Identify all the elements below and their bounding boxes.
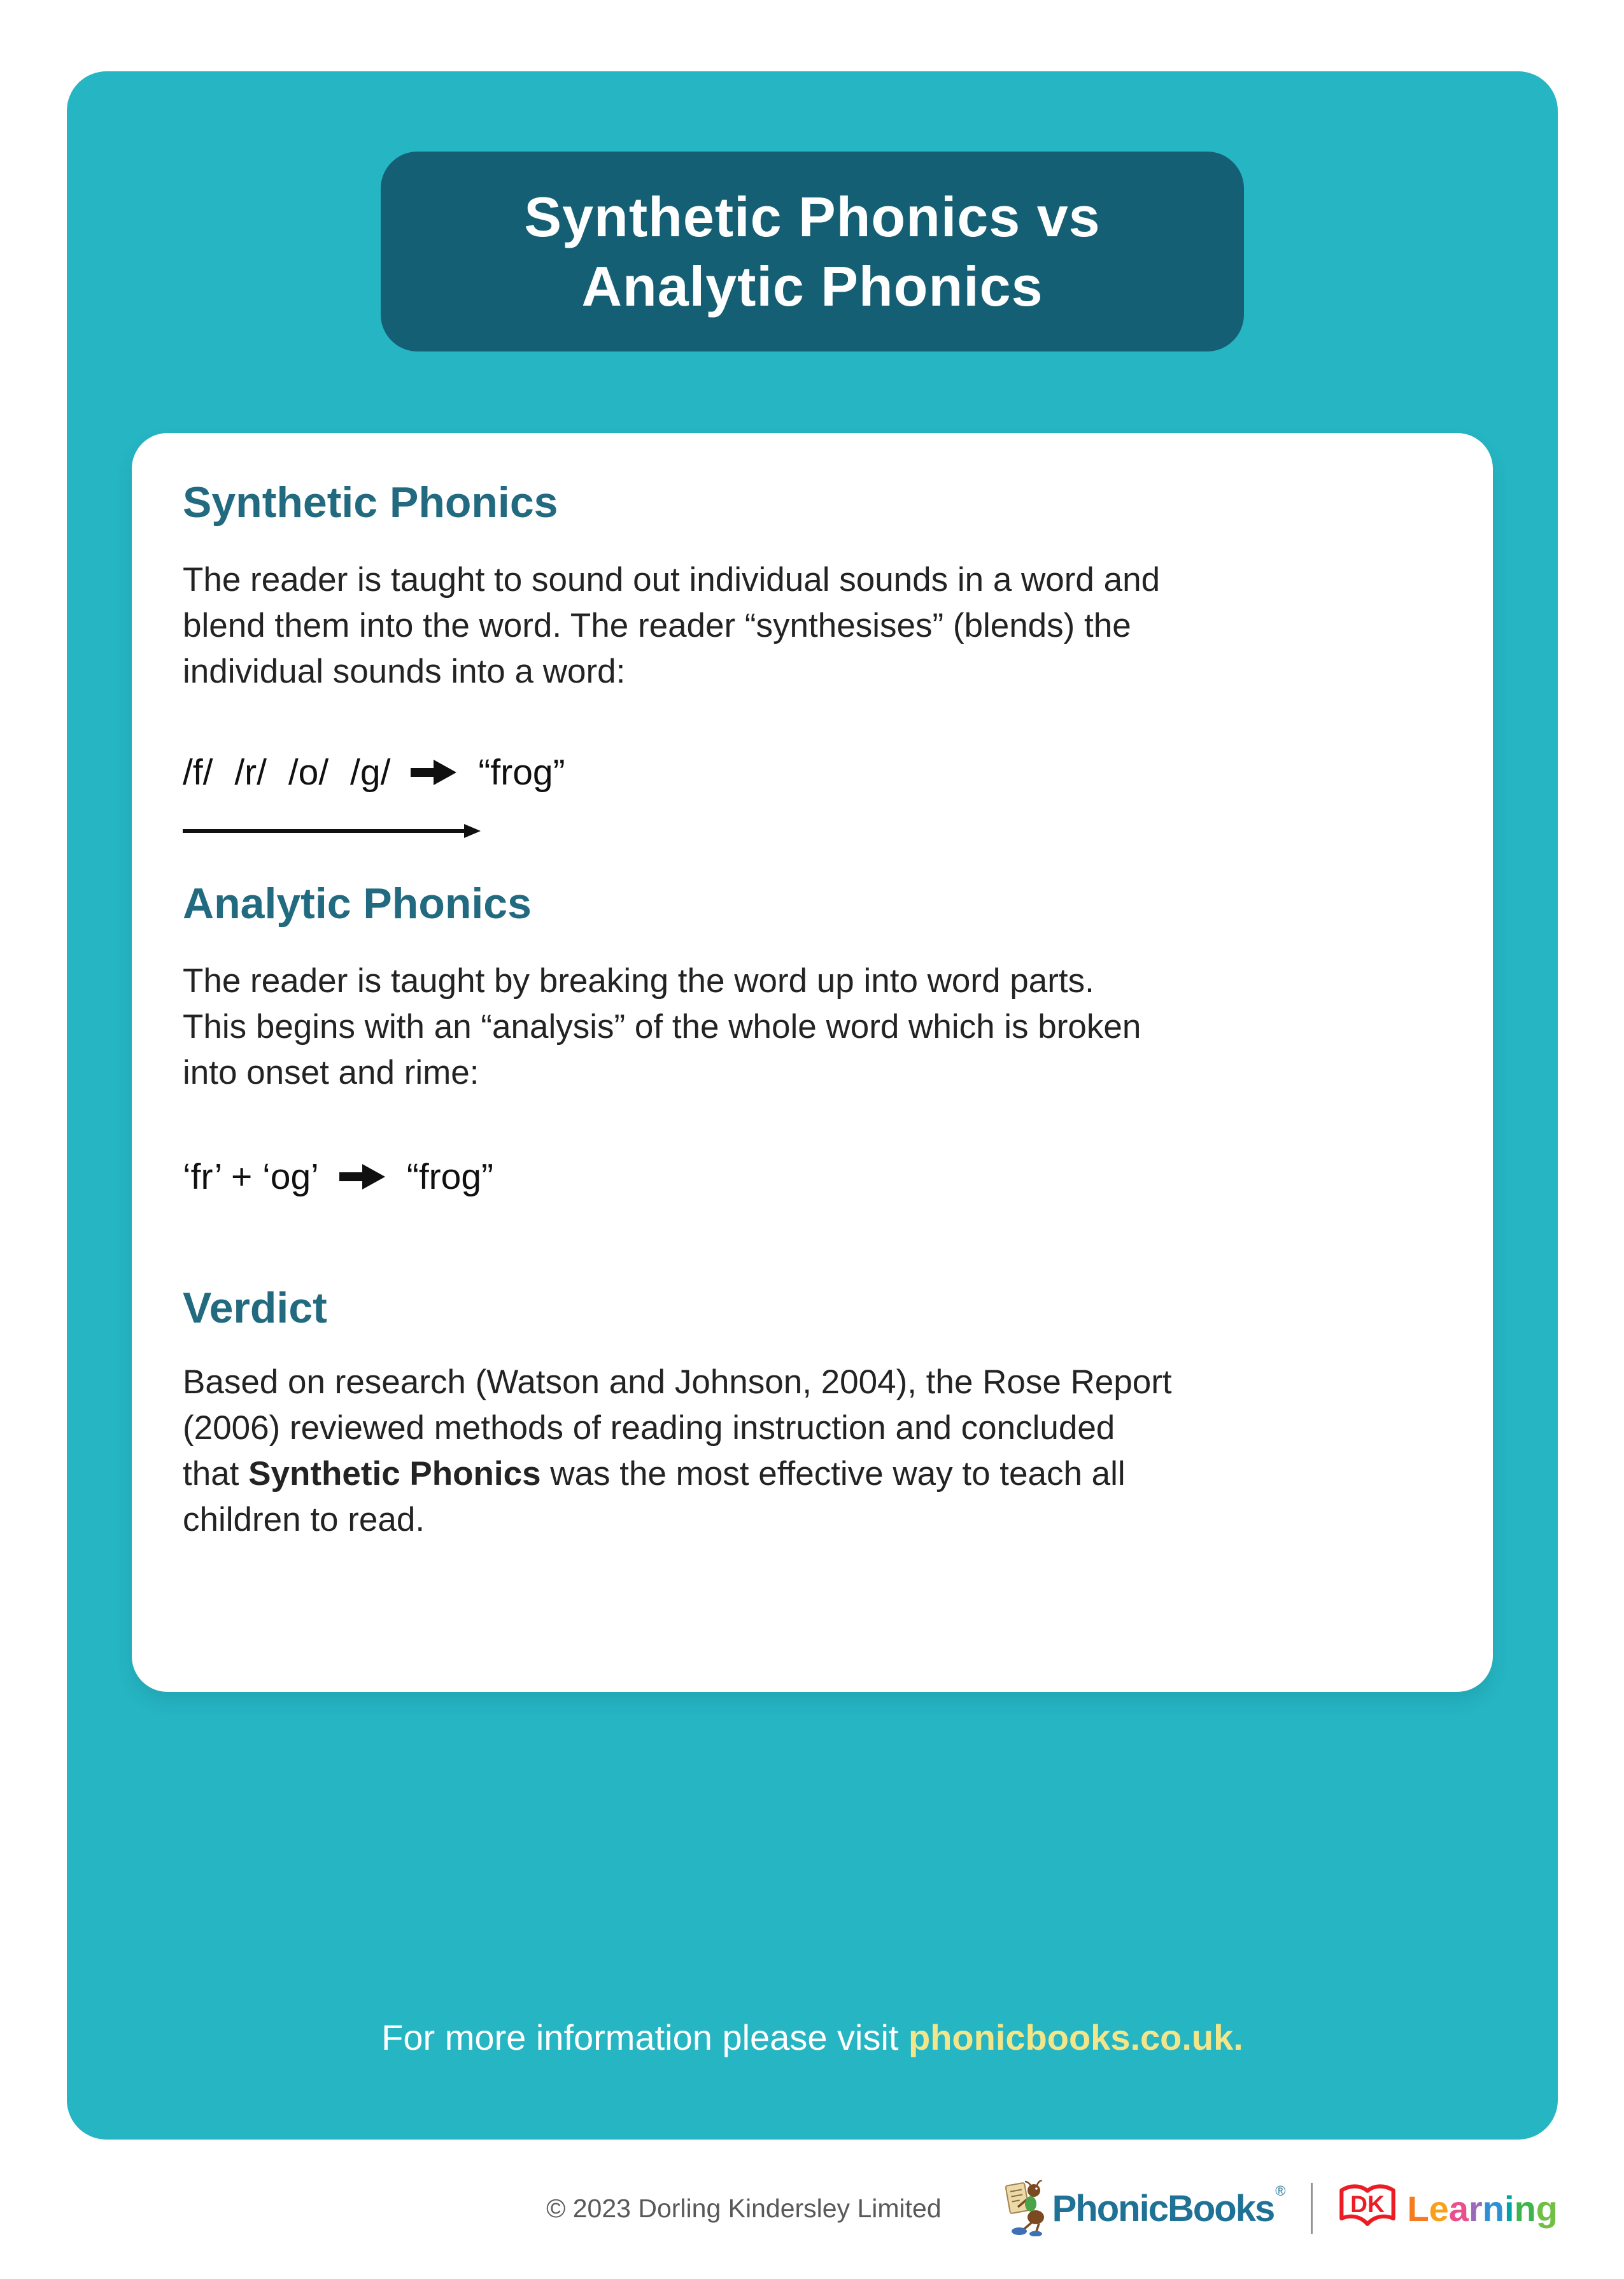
phonicbooks-logo xyxy=(1004,2180,1286,2236)
title-banner xyxy=(381,152,1244,351)
poster-background xyxy=(67,71,1558,2140)
more-info-text: For more information please visit xyxy=(381,2017,909,2057)
synthetic-formula xyxy=(183,751,565,793)
dk-initials: DK xyxy=(1350,2190,1385,2218)
verdict-heading: Verdict xyxy=(183,1284,327,1332)
phonicbooks-link[interactable]: phonicbooks.co.uk. xyxy=(908,2017,1243,2057)
title-line-2: Analytic Phonics xyxy=(581,255,1043,318)
dk-learning-wordmark: Learning xyxy=(1407,2188,1558,2229)
content-card xyxy=(132,433,1493,1692)
verdict-paragraph: Based on research (Watson and Johnson, 2004), the Rose Report (2006) reviewed methods of reading instruction and concluded that Synthetic Phonics was the most effective way to teach all children to read. xyxy=(183,1363,1172,1538)
analytic-formula-parts: ‘fr’ + ‘og’ xyxy=(183,1156,319,1197)
phonicbooks-wordmark: PhonicBooks xyxy=(1052,2187,1274,2229)
blending-arrow-icon xyxy=(183,823,482,839)
registered-trademark-symbol: ® xyxy=(1275,2183,1286,2199)
phonicbooks-mascot-icon xyxy=(1004,2180,1050,2236)
synthetic-formula-phonemes: /f/ /r/ /o/ /g/ xyxy=(183,752,391,793)
analytic-phonics-paragraph: The reader is taught by breaking the word up into word parts. This begins with an “analysis” of the whole word which is broken into onset and rime: xyxy=(183,962,1141,1091)
more-info-banner xyxy=(67,2017,1558,2058)
dk-learning-logo xyxy=(1338,2183,1558,2233)
synthetic-formula-result: “frog” xyxy=(478,752,565,793)
right-arrow-icon xyxy=(411,758,458,786)
analytic-formula-result: “frog” xyxy=(406,1156,494,1197)
analytic-phonics-heading: Analytic Phonics xyxy=(183,879,532,928)
right-arrow-icon xyxy=(339,1163,386,1191)
synthetic-phonics-paragraph: The reader is taught to sound out individual sounds in a word and blend them into the word. The reader “synthesises” (blends) the individual sounds into a word: xyxy=(183,561,1161,690)
footer-divider xyxy=(1311,2183,1313,2234)
copyright-text: © 2023 Dorling Kindersley Limited xyxy=(546,2193,942,2223)
footer xyxy=(546,2164,1558,2253)
analytic-formula xyxy=(183,1156,493,1198)
title-line-1: Synthetic Phonics vs xyxy=(524,185,1101,248)
synthetic-phonics-heading: Synthetic Phonics xyxy=(183,478,558,527)
dk-book-icon xyxy=(1338,2183,1397,2233)
